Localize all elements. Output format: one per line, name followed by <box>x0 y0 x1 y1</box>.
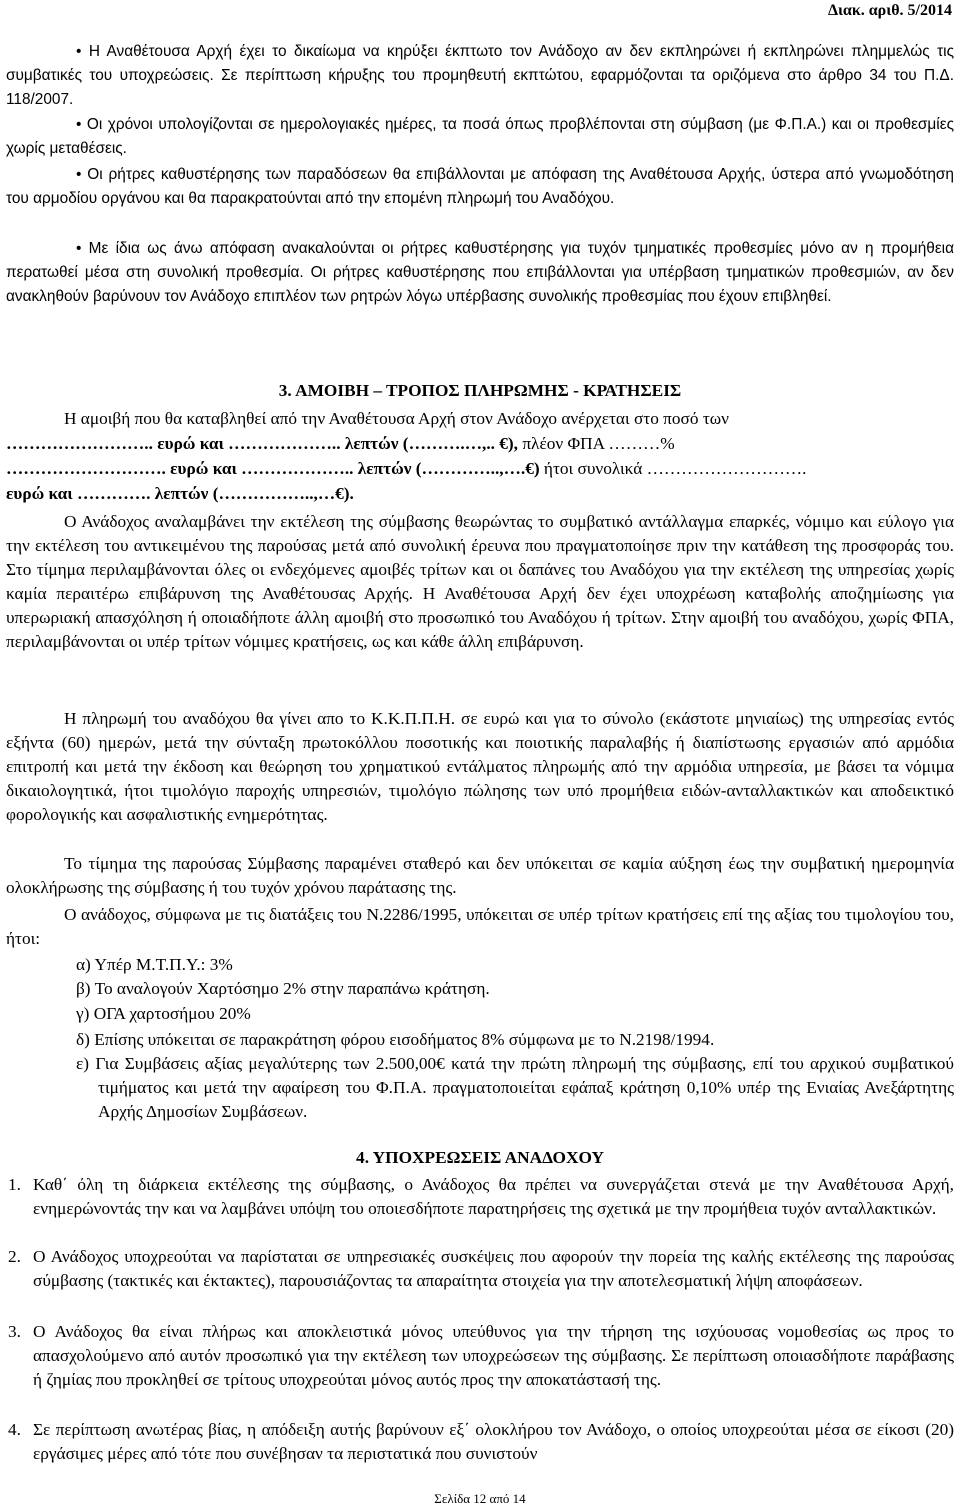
deduction-item: ε) Για Συμβάσεις αξίας μεγαλύτερης των 2.500,00€ κατά την πρώτη πληρωμή της σύμβασης, επί του αρχικού συμβατικού τιμήματος και μετά την αφαίρεση του Φ.Π.Α. πραγματοποιείται εφάπαξ κράτηση 0,10% υπέρ της Ενιαίας Ανεξάρτητης Αρχής Δημοσίων Συμβάσεων. <box>76 1054 954 1121</box>
deduction-item: δ) Επίσης υπόκειται σε παρακράτηση φόρου εισοδήματος 8% σύμφωνα με το Ν.2198/1994. <box>76 1030 715 1049</box>
bullet-disqualification: • Η Αναθέτουσα Αρχή έχει το δικαίωμα να κηρύξει έκπτωτο τον Ανάδοχο αν δεν εκπληρώνει ή εκπληρώνει πλημμελώς τις συμβατικές του υποχρεώσεις. Σε περίπτωση κήρυξης του προμηθευτή εκπτώτου, εφαρμόζονται τα οριζόμενα στο άρθρο 34 του Π.Δ. 118/2007. <box>6 43 954 108</box>
bullet-penalty-revocation: • Με ίδια ως άνω απόφαση ανακαλούνται οι ρήτρες καθυστέρησης για τυχόν τμηματικές προθεσμίες μόνο αν η προμήθεια περατωθεί μέσα στη συνολική προθεσμία. Οι ρήτρες καθυστέρησης που επιβάλλονται για υπέρβαση τμηματικών προθεσμιών, αν δεν ανακληθούν βαρύνουν τον Ανάδοχο επιπλέον των ρητρών λόγω υπέρβασης συνολικής προθεσμίας που έχουν επιβληθεί. <box>6 240 954 305</box>
obligation-item: 2. Ο Ανάδοχος υποχρεούται να παρίσταται σε υπηρεσιακές συσκέψεις που αφορούν την πορεία της καλής εκτέλεσης της παρούσας σύμβασης (τακτικές και έκτακτες), παρουσιάζοντας τα απαραίτητα στοιχεία για την αποτελεσματική λήψη αποφάσεων. <box>8 1247 954 1290</box>
fee-amount-line-4: ευρώ και …………. λεπτών (……………..,…€). <box>6 484 354 503</box>
paragraph-payment-terms: Η πληρωμή του αναδόχου θα γίνει απο το Κ.Κ.Π.Π.Η. σε ευρώ και για το σύνολο (εκάστοτε μηνιαίως) της υπηρεσίας εντός εξήντα (60) ημερών, μετά την σύνταξη πρωτοκόλλου ποσοτικής και ποιοτικής παραλαβής ή διαπίστωσης εργασιών από αρμόδια επιτροπή και μετά την έκδοση και θεώρηση του χρηματικού εντάλματος πληρωμής από την αρμόδια υπηρεσία, με βάσει τα νόμιμα δικαιολογητικά, ήτοι τιμολόγιο παροχής υπηρεσιών, τιμολόγιο πώλησης των υπό προμήθεια ειδών-ανταλλακτικών και αποδεικτικό φορολογικής και ασφαλιστικής ενημερότητας. <box>6 709 954 824</box>
section-4-title: 4. ΥΠΟΧΡΕΩΣΕΙΣ ΑΝΑΔΟΧΟΥ <box>356 1148 604 1167</box>
bullet-time-calculation: • Οι χρόνοι υπολογίζονται σε ημερολογιακές ημέρες, τα ποσά όπως προβλέπονται στη σύμβαση (με Φ.Π.Α.) και οι προθεσμίες χωρίς μεταθέσεις. <box>6 116 954 157</box>
paragraph-contractor-fee: Ο Ανάδοχος αναλαμβάνει την εκτέλεση της σύμβασης θεωρώντας το συμβατικό αντάλλαγμα επαρκές, νόμιμο και εύλογο για την εκτέλεση του αντικειμένου της παρούσας μετά από συνολική έρευνα που πραγματοποίησε πριν την κατάθεση της προσφοράς του. Στο τίμημα περιλαμβάνονται όλες οι ενδεχόμενες αμοιβές τρίτων και οι δαπάνες του Αναδόχου για την εκτέλεση της υπηρεσίας χωρίς καμία περαιτέρω επιβάρυνση της Αναθέτουσας Αρχής. Η Αναθέτουσα Αρχή δεν έχει υποχρέωση καταβολής αποζημίωσης για υπερωριακή απασχόληση ή οποιαδήποτε άλλη αμοιβή στο προσωπικό του Αναδόχου ή τρίτων. Στην αμοιβή του αναδόχου, χωρίς ΦΠΑ, περιλαμβάνονται οι υπέρ τρίτων νόμιμες κρατήσεις, ως και κάθε άλλη επιβάρυνση. <box>6 512 954 651</box>
fee-amount-line-1: Η αμοιβή που θα καταβληθεί από την Αναθέτουσα Αρχή στον Ανάδοχο ανέρχεται στο ποσό των <box>64 409 729 428</box>
obligation-item: 4. Σε περίπτωση ανωτέρας βίας, η απόδειξη αυτής βαρύνουν εξ΄ ολοκλήρου τον Ανάδοχο, ο οποίος υποχρεούται μέσα σε είκοσι (20) εργάσιμες μέρες από τότε που συνέβησαν τα περιστατικά που συνιστούν <box>8 1420 954 1463</box>
obligation-item: 1. Καθ΄ όλη τη διάρκεια εκτέλεσης της σύμβασης, ο Ανάδοχος θα πρέπει να συνεργάζεται στενά με την Αναθέτουσα Αρχή, ενημερώνοντάς την και να λαμβάνει υπόψη του οποιεσδήποτε παρατηρήσεις της σχετικά με την προμήθεια τυχόν ανταλλακτικών. <box>8 1175 954 1218</box>
deduction-item: γ) ΟΓΑ χαρτοσήμου 20% <box>76 1004 251 1023</box>
paragraph-deductions-intro: Ο ανάδοχος, σύμφωνα με τις διατάξεις του Ν.2286/1995, υπόκειται σε υπέρ τρίτων κρατήσεις επί της αξίας του τιμολογίου του, ήτοι: <box>6 905 954 948</box>
deduction-item: β) Το αναλογούν Χαρτόσημο 2% στην παραπάνω κράτηση. <box>76 979 490 998</box>
fee-amount-fields-1: …………………….. ευρώ και ……………….. λεπτών (……….…,.. €), <box>6 434 519 453</box>
deduction-item: α) Υπέρ Μ.Τ.Π.Υ.: 3% <box>76 955 233 974</box>
vat-fields: πλέον ΦΠΑ ………% <box>518 434 675 453</box>
page-number: Σελίδα 12 από 14 <box>434 1491 526 1506</box>
fee-amount-line-2 <box>6 432 954 456</box>
bullet-delay-penalties: • Οι ρήτρες καθυστέρησης των παραδόσεων θα επιβάλλονται με απόφαση της Αναθέτουσα Αρχής, ύστερα από γνωμοδότηση του αρμοδίου οργάνου και θα παρακρατούνται από την επομένη πληρωμή του Αναδόχου. <box>6 166 954 207</box>
section-3-title: 3. ΑΜΟΙΒΗ – ΤΡΟΠΟΣ ΠΛΗΡΩΜΗΣ - ΚΡΑΤΗΣΕΙΣ <box>278 381 682 400</box>
paragraph-fixed-price: Το τίμημα της παρούσας Σύμβασης παραμένει σταθερό και δεν υπόκειται σε καμία αύξηση έως την συμβατική ημερομηνία ολοκλήρωσης της σύμβασης ή του τυχόν χρόνου παράτασης της. <box>6 854 954 897</box>
fee-amount-fields-2: ………………………. ευρώ και ……………….. λεπτών (…………..,….€) <box>6 459 540 478</box>
document-reference: Διακ. αριθ. 5/2014 <box>827 2 952 19</box>
fee-amount-line-3 <box>6 457 954 481</box>
total-fields: ήτοι συνολικά ………………………. <box>539 459 807 478</box>
obligation-item: 3. Ο Ανάδοχος θα είναι πλήρως και αποκλειστικά μόνος υπεύθυνος για την τήρηση της ισχύουσας νομοθεσίας ως προς το απασχολούμενο από αυτόν προσωπικό για την εκτέλεση των υποχρεώσεων της σύμβασης. Σε περίπτωση οποιασδήποτε παράβασης ή ζημίας που προκληθεί σε τρίτους υποχρεούται μόνος αυτός προς την αποκατάστασή της. <box>8 1322 954 1389</box>
